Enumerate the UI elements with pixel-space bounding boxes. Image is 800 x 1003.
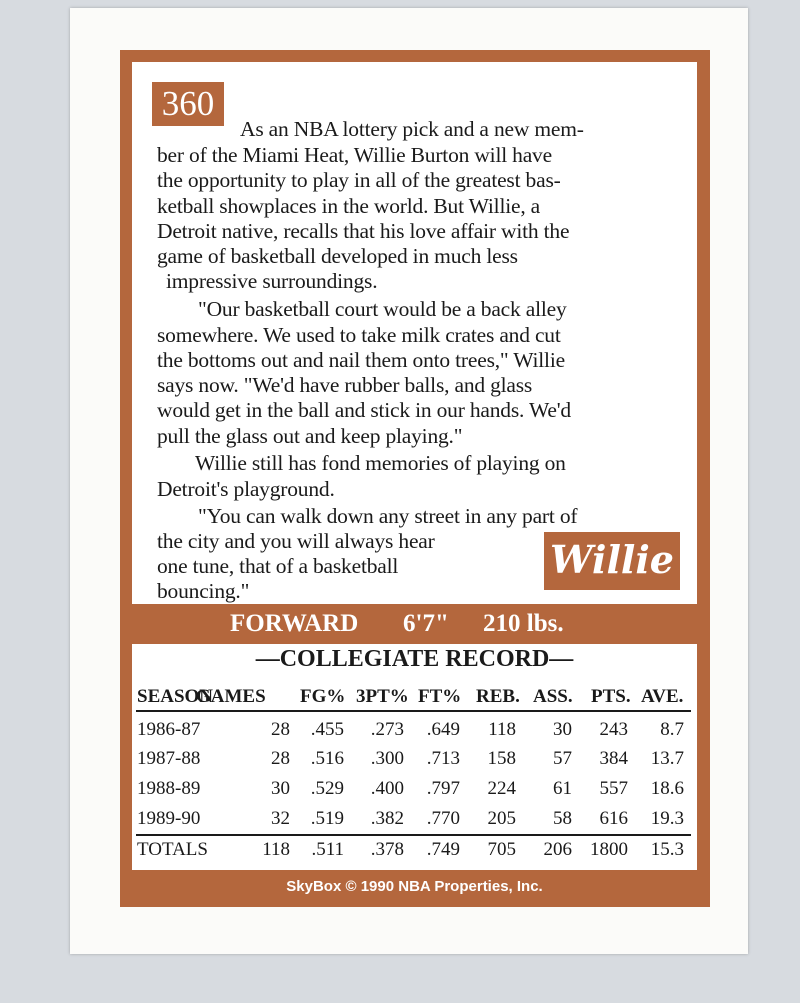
stat-cell: 205 — [487, 808, 516, 829]
bio-line: As an NBA lottery pick and a new mem- — [240, 117, 584, 141]
header-divider — [136, 710, 691, 712]
bio-line: one tune, that of a basketball — [157, 554, 399, 578]
stat-cell: 158 — [487, 748, 516, 769]
totals-divider — [136, 834, 691, 836]
bio-line: "Our basketball court would be a back alley — [198, 297, 567, 321]
column-header: AVE. — [641, 686, 684, 707]
stat-cell: .713 — [426, 748, 460, 769]
stat-cell: .770 — [426, 808, 460, 829]
totals-cell: 705 — [487, 839, 516, 860]
bio-line: somewhere. We used to take milk crates and cut — [157, 323, 561, 347]
bio-line: Detroit's playground. — [157, 477, 335, 501]
stat-cell: 384 — [599, 748, 628, 769]
totals-cell: 206 — [543, 839, 572, 860]
season-cell: 1987-88 — [137, 748, 201, 769]
column-header: FT% — [418, 686, 462, 707]
season-cell: 1989-90 — [137, 808, 201, 829]
bio-line: the bottoms out and nail them onto trees," Willie — [157, 348, 565, 372]
totals-cell: .378 — [370, 839, 404, 860]
column-header: ASS. — [533, 686, 573, 707]
totals-cell: 15.3 — [650, 839, 684, 860]
bio-line: impressive surroundings. — [166, 269, 378, 293]
bio-line: bouncing." — [157, 579, 250, 603]
stat-cell: 224 — [487, 778, 516, 799]
bio-line: would get in the ball and stick in our hands. We'd — [157, 398, 571, 422]
stat-cell: .649 — [426, 719, 460, 740]
copyright-footer: SkyBox © 1990 NBA Properties, Inc. — [286, 878, 543, 895]
stat-cell: 58 — [553, 808, 572, 829]
stat-cell: 557 — [599, 778, 628, 799]
stat-cell: .382 — [370, 808, 404, 829]
player-vitals — [132, 604, 697, 644]
player-position: FORWARD — [230, 610, 359, 637]
column-header: GAMES — [196, 686, 266, 707]
totals-cell: 118 — [262, 839, 290, 860]
totals-cell: .749 — [426, 839, 460, 860]
bio-line: the opportunity to play in all of the greatest bas- — [157, 168, 561, 192]
column-header: SEASON — [137, 686, 214, 707]
bio-line: Detroit native, recalls that his love affair with the — [157, 219, 570, 243]
stat-cell: 616 — [599, 808, 628, 829]
totals-label: TOTALS — [137, 839, 208, 860]
bio-line: ber of the Miami Heat, Willie Burton will have — [157, 143, 552, 167]
bio-line: pull the glass out and keep playing." — [157, 424, 463, 448]
stats-title: —COLLEGIATE RECORD— — [255, 646, 574, 672]
bio-line: the city and you will always hear — [157, 529, 435, 553]
stat-cell: .400 — [370, 778, 404, 799]
totals-cell: .511 — [311, 839, 344, 860]
bio-line: "You can walk down any street in any part of — [198, 504, 578, 528]
card-number: 360 — [150, 80, 226, 128]
stat-cell: 30 — [271, 778, 290, 799]
season-cell: 1986-87 — [137, 719, 201, 740]
bio-line: says now. "We'd have rubber balls, and glass — [157, 373, 533, 397]
stat-cell: 13.7 — [650, 748, 684, 769]
stat-cell: 30 — [553, 719, 572, 740]
stat-cell: 61 — [553, 778, 572, 799]
column-header: REB. — [476, 686, 520, 707]
stat-cell: 57 — [553, 748, 572, 769]
player-weight: 210 lbs. — [483, 610, 564, 637]
stat-cell: .797 — [426, 778, 460, 799]
column-header: PTS. — [591, 686, 631, 707]
stat-cell: .300 — [370, 748, 404, 769]
column-header: FG% — [300, 686, 346, 707]
stat-cell: .529 — [310, 778, 344, 799]
stat-cell: 118 — [488, 719, 516, 740]
stat-cell: .516 — [310, 748, 344, 769]
stat-cell: .455 — [310, 719, 344, 740]
signature-badge: Willie — [542, 530, 682, 592]
season-cell: 1988-89 — [137, 778, 201, 799]
stat-cell: 28 — [271, 719, 290, 740]
column-header: 3PT% — [356, 686, 409, 707]
stat-cell: 32 — [271, 808, 290, 829]
stat-cell: 19.3 — [650, 808, 684, 829]
stat-cell: 28 — [271, 748, 290, 769]
stat-cell: .519 — [310, 808, 344, 829]
totals-cell: 1800 — [590, 839, 628, 860]
stat-cell: 243 — [599, 719, 628, 740]
player-height: 6'7" — [403, 610, 449, 637]
bio-line: game of basketball developed in much less — [157, 244, 518, 268]
stat-cell: 18.6 — [650, 778, 684, 799]
bio-line: Willie still has fond memories of playing on — [195, 451, 566, 475]
bio-line: ketball showplaces in the world. But Willie, a — [157, 194, 541, 218]
stat-cell: 8.7 — [660, 719, 684, 740]
stat-cell: .273 — [370, 719, 404, 740]
